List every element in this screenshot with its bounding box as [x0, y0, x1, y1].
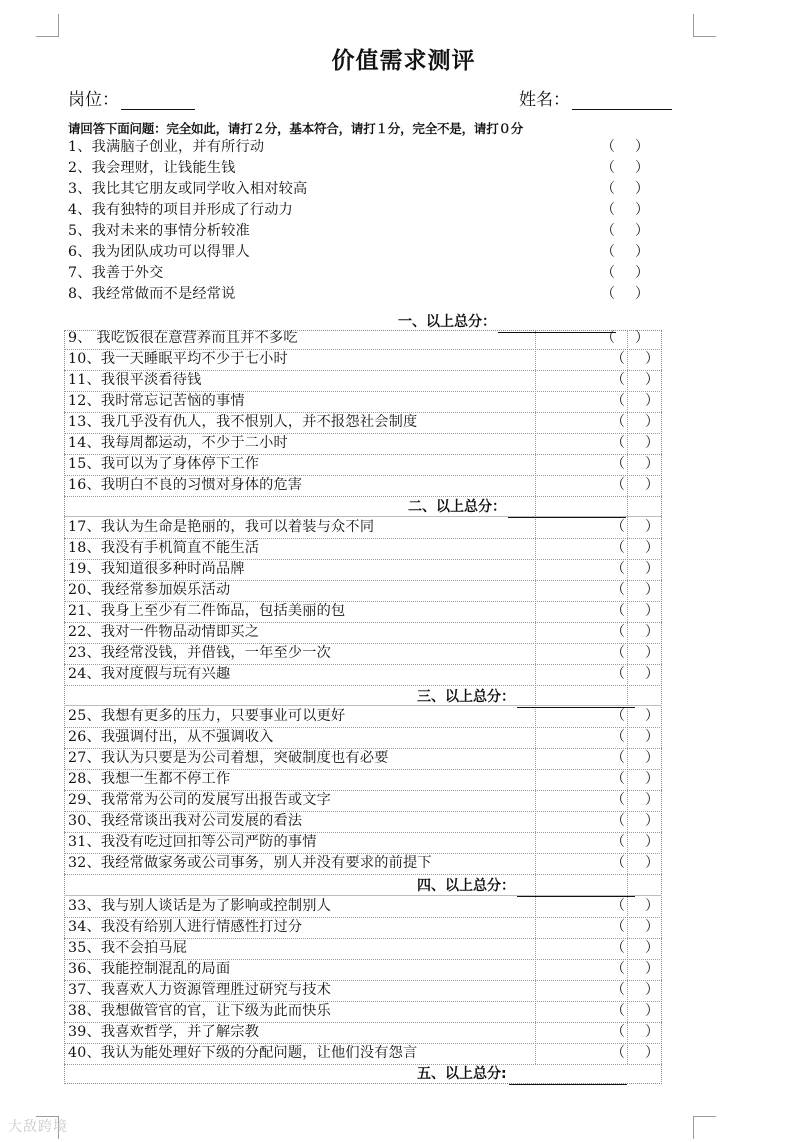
table-row-divider	[64, 538, 662, 539]
answer-paren-left: （	[611, 477, 625, 493]
question-item: 12、我时常忘记苦恼的事情	[68, 393, 245, 409]
subtotal-label: 四、以上总分：	[417, 878, 515, 894]
question-item: 18、我没有手机简直不能生活	[68, 540, 260, 556]
answer-paren-left: （	[611, 351, 625, 367]
question-item: 23、我经常没钱，并借钱，一年至少一次	[68, 645, 332, 661]
question-item: 14、我每周都运动，不少于二小时	[68, 435, 288, 451]
post-field	[68, 85, 195, 110]
answer-paren-left: （	[611, 582, 625, 598]
table-row-divider	[64, 454, 662, 455]
table-row-divider	[64, 664, 662, 665]
answer-paren-left: （	[601, 223, 615, 239]
table-row-divider	[64, 938, 662, 939]
table-row-divider	[64, 832, 662, 833]
subtotal-blank[interactable]	[508, 501, 626, 518]
question-item: 30、我经常谈出我对公司发展的看法	[68, 813, 303, 829]
answer-paren-right: ）	[645, 1024, 659, 1040]
question-item: 1、我满脑子创业，并有所行动	[68, 139, 265, 155]
answer-paren-left: （	[611, 603, 625, 619]
answer-paren-right: ）	[635, 330, 649, 346]
answer-paren-right: ）	[635, 286, 649, 302]
answer-paren-left: （	[611, 456, 625, 472]
answer-paren-right: ）	[645, 456, 659, 472]
answer-paren-right: ）	[635, 244, 649, 260]
answer-paren-right: ）	[645, 561, 659, 577]
answer-paren-right: ）	[645, 961, 659, 977]
subtotal-blank[interactable]	[498, 316, 616, 333]
question-item: 3、我比其它朋友或同学收入相对较高	[68, 181, 308, 197]
question-item: 7、我善于外交	[68, 265, 164, 281]
table-row-divider	[64, 370, 662, 371]
question-item: 16、我明白不良的习惯对身体的危害	[68, 477, 303, 493]
answer-paren-right: ）	[645, 898, 659, 914]
question-item: 15、我可以为了身体停下工作	[68, 456, 260, 472]
answer-paren-right: ）	[645, 708, 659, 724]
answer-paren-right: ）	[645, 729, 659, 745]
page-title: 价值需求测评	[331, 48, 476, 74]
question-item: 17、我认为生命是艳丽的，我可以着装与众不同	[68, 519, 375, 535]
answer-paren-right: ）	[645, 435, 659, 451]
question-item: 25、我想有更多的压力，只要事业可以更好	[68, 708, 346, 724]
answer-paren-left: （	[611, 771, 625, 787]
subtotal-label: 五、以上总分:	[417, 1066, 507, 1082]
answer-paren-right: ）	[645, 393, 659, 409]
answer-paren-right: ）	[635, 160, 649, 176]
table-row-divider	[64, 580, 662, 581]
table-row-divider	[64, 917, 662, 918]
answer-paren-right: ）	[645, 351, 659, 367]
question-item: 21、我身上至少有二件饰品，包括美丽的包	[68, 603, 346, 619]
question-item: 40、我认为能处理好下级的分配问题，让他们没有怨言	[68, 1045, 418, 1061]
answer-paren-right: ）	[645, 519, 659, 535]
answer-paren-left: （	[611, 414, 625, 430]
question-item: 32、我经常做家务或公司事务，别人并没有要求的前提下	[68, 855, 432, 871]
question-item: 38、我想做管官的官，让下级为此而快乐	[68, 1003, 332, 1019]
answer-paren-left: （	[601, 265, 615, 281]
question-item: 13、我几乎没有仇人，我不恨别人，并不报怨社会制度	[68, 414, 418, 430]
answer-paren-left: （	[611, 666, 625, 682]
answer-paren-right: ）	[645, 940, 659, 956]
table-row-divider	[64, 1043, 662, 1044]
subtotal-label: 三、以上总分：	[417, 689, 515, 705]
answer-paren-left: （	[611, 645, 625, 661]
answer-paren-right: ）	[635, 202, 649, 218]
answer-paren-right: ）	[645, 645, 659, 661]
answer-paren-left: （	[601, 202, 615, 218]
answer-paren-left: （	[611, 540, 625, 556]
instructions: 请回答下面问题：完全如此，请打２分，基本符合，请打１分，完全不是，请打０分	[68, 121, 524, 136]
question-item: 2、我会理财，让钱能生钱	[68, 160, 236, 176]
answer-paren-right: ）	[635, 181, 649, 197]
post-label: 岗位：	[68, 90, 119, 110]
question-item: 35、我不会拍马屁	[68, 940, 188, 956]
table-row-divider	[64, 853, 662, 854]
table-row-divider	[64, 811, 662, 812]
subtotal-label: 一、以上总分：	[398, 314, 496, 330]
question-item: 34、我没有给别人进行情感性打过分	[68, 919, 303, 935]
answer-paren-left: （	[611, 813, 625, 829]
post-blank[interactable]	[121, 91, 195, 110]
answer-paren-right: ）	[645, 855, 659, 871]
question-item: 4、我有独特的项目并形成了行动力	[68, 202, 294, 218]
answer-paren-right: ）	[645, 666, 659, 682]
question-item: 37、我喜欢人力资源管理胜过研究与技术	[68, 982, 332, 998]
table-row-divider	[64, 601, 662, 602]
table-row-divider	[64, 790, 662, 791]
question-item: 6、我为团队成功可以得罪人	[68, 244, 250, 260]
table-row-divider	[64, 1022, 662, 1023]
answer-paren-left: （	[601, 160, 615, 176]
table-row-divider	[64, 643, 662, 644]
question-item: 5、我对未来的事情分析较准	[68, 223, 250, 239]
table-row-divider	[64, 391, 662, 392]
answer-paren-right: ）	[645, 919, 659, 935]
answer-paren-right: ）	[645, 582, 659, 598]
question-item: 24、我对度假与玩有兴趣	[68, 666, 231, 682]
subtotal-blank[interactable]	[509, 1068, 627, 1085]
question-item: 29、我常常为公司的发展写出报告或文字	[68, 792, 332, 808]
answer-paren-right: ）	[645, 1003, 659, 1019]
crop-mark-top-left	[36, 14, 59, 37]
answer-paren-left: （	[611, 393, 625, 409]
answer-paren-left: （	[601, 330, 615, 346]
answer-paren-left: （	[601, 139, 615, 155]
answer-paren-right: ）	[645, 750, 659, 766]
answer-paren-left: （	[611, 1045, 625, 1061]
answer-paren-left: （	[611, 1024, 625, 1040]
question-item: 27、我认为只要是为公司着想，突破制度也有必要	[68, 750, 389, 766]
subtotal-blank[interactable]	[517, 691, 635, 708]
section-subtotal	[398, 311, 616, 333]
answer-paren-right: ）	[645, 603, 659, 619]
question-item: 8、我经常做而不是经常说	[68, 286, 236, 302]
question-item: 31、我没有吃过回扣等公司严防的事情	[68, 834, 317, 850]
subtotal-label: 二、以上总分：	[408, 499, 506, 515]
question-item: 28、我想一生都不停工作	[68, 771, 231, 787]
answer-paren-right: ）	[645, 372, 659, 388]
answer-paren-left: （	[611, 750, 625, 766]
section-subtotal	[417, 686, 635, 708]
answer-paren-left: （	[611, 855, 625, 871]
answer-paren-left: （	[611, 898, 625, 914]
table-row-divider	[64, 433, 662, 434]
name-blank[interactable]	[572, 91, 672, 110]
table-row-divider	[64, 769, 662, 770]
answer-paren-right: ）	[645, 540, 659, 556]
table-row-divider	[64, 412, 662, 413]
table-row-divider	[64, 1001, 662, 1002]
answer-paren-right: ）	[645, 792, 659, 808]
table-row-divider	[64, 559, 662, 560]
answer-paren-left: （	[611, 1003, 625, 1019]
answer-paren-right: ）	[645, 813, 659, 829]
answer-paren-right: ）	[635, 223, 649, 239]
answer-paren-left: （	[601, 181, 615, 197]
table-row-divider	[64, 475, 662, 476]
answer-paren-left: （	[601, 286, 615, 302]
answer-paren-left: （	[601, 244, 615, 260]
watermark: 大敌跨境	[8, 1119, 68, 1135]
answer-paren-left: （	[611, 561, 625, 577]
crop-mark-bottom-right	[693, 1116, 716, 1139]
question-item: 26、我强调付出，从不强调收入	[68, 729, 274, 745]
answer-paren-right: ）	[645, 477, 659, 493]
answer-paren-left: （	[611, 435, 625, 451]
answer-paren-right: ）	[645, 414, 659, 430]
subtotal-blank[interactable]	[517, 880, 635, 897]
section-subtotal	[417, 875, 635, 897]
answer-paren-left: （	[611, 982, 625, 998]
name-label: 姓名：	[519, 90, 570, 110]
table-row-divider	[64, 349, 662, 350]
answer-paren-left: （	[611, 919, 625, 935]
answer-paren-right: ）	[645, 982, 659, 998]
question-item: 11、我很平淡看待钱	[68, 372, 202, 388]
section-subtotal	[417, 1063, 627, 1085]
answer-paren-right: ）	[645, 771, 659, 787]
table-row-divider	[64, 748, 662, 749]
question-item: 9、 我吃饭很在意营养而且并不多吃	[68, 330, 298, 346]
section-subtotal	[408, 496, 626, 518]
question-item: 39、我喜欢哲学，并了解宗教	[68, 1024, 260, 1040]
question-item: 36、我能控制混乱的局面	[68, 961, 231, 977]
answer-paren-right: ）	[645, 624, 659, 640]
answer-paren-left: （	[611, 834, 625, 850]
answer-paren-left: （	[611, 624, 625, 640]
table-row-divider	[64, 959, 662, 960]
table-row-divider	[64, 727, 662, 728]
question-item: 20、我经常参加娱乐活动	[68, 582, 231, 598]
answer-paren-right: ）	[635, 139, 649, 155]
name-field	[519, 85, 672, 110]
answer-paren-left: （	[611, 961, 625, 977]
answer-paren-left: （	[611, 729, 625, 745]
question-item: 33、我与别人谈话是为了影响或控制别人	[68, 898, 332, 914]
answer-paren-left: （	[611, 792, 625, 808]
answer-paren-left: （	[611, 940, 625, 956]
answer-paren-right: ）	[645, 1045, 659, 1061]
answer-paren-left: （	[611, 372, 625, 388]
question-item: 19、我知道很多种时尚品牌	[68, 561, 245, 577]
table-row-divider	[64, 980, 662, 981]
crop-mark-top-right	[693, 14, 716, 37]
answer-paren-right: ）	[635, 265, 649, 281]
answer-paren-left: （	[611, 519, 625, 535]
table-row-divider	[64, 622, 662, 623]
answer-paren-left: （	[611, 708, 625, 724]
question-item: 22、我对一件物品动情即买之	[68, 624, 260, 640]
question-item: 10、我一天睡眠平均不少于七小时	[68, 351, 288, 367]
answer-paren-right: ）	[645, 834, 659, 850]
